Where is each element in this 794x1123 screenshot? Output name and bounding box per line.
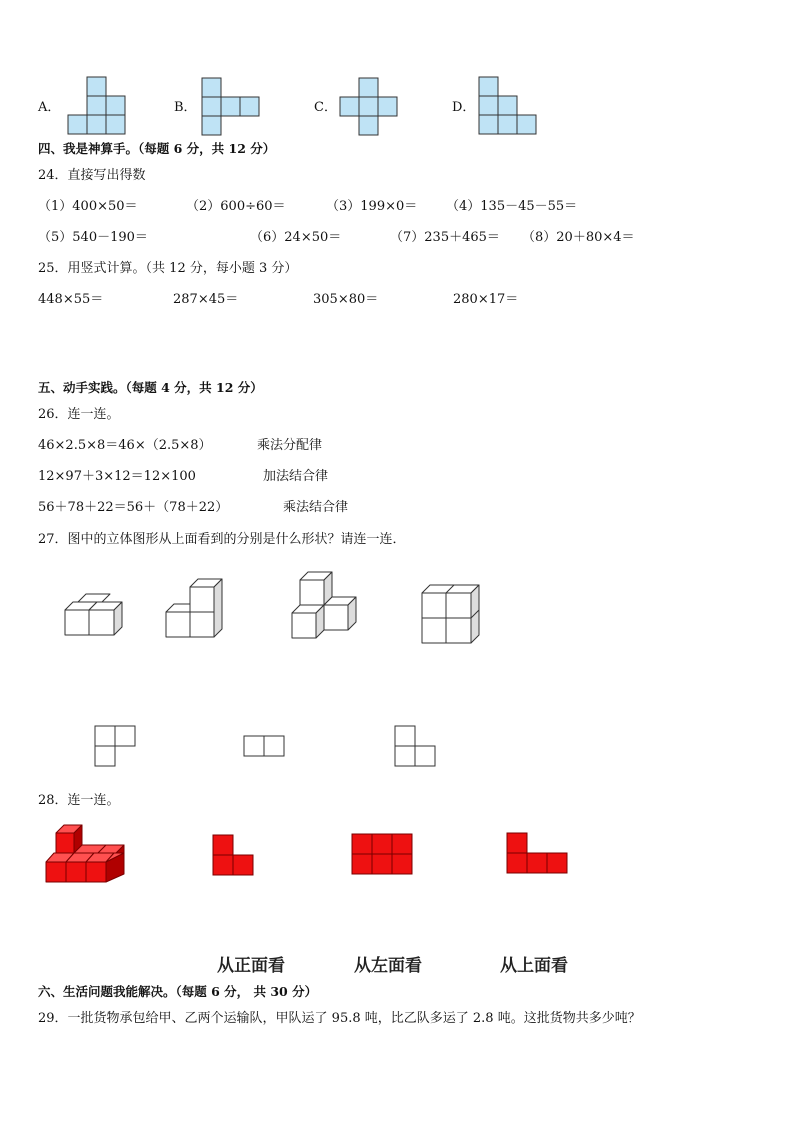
q26-left-3: 56＋78＋22＝56＋（78＋22） [38, 500, 229, 515]
q28-view-2 [351, 833, 415, 877]
q27-title: 27．图中的立体图形从上面看到的分别是什么形状？请连一连． [38, 532, 406, 547]
q24-item-6: （6）24×50＝ [250, 230, 342, 245]
q26-right-1: 乘法分配律 [257, 438, 323, 453]
q24-item-3: （3）199×0＝ [326, 199, 418, 214]
q28-view-label-top: 从上面看 [500, 956, 568, 976]
q27-view-2 [243, 735, 287, 757]
option-d-net [479, 77, 539, 137]
option-b-label: B． [174, 100, 197, 115]
section-4-title: 四、我是神算手。（每题 6 分，共 12 分） [38, 141, 276, 156]
option-a-label: A． [38, 100, 61, 115]
option-d-label: D． [452, 100, 476, 115]
q27-solid-3 [290, 572, 365, 644]
option-b-net [202, 78, 262, 138]
q24-item-5: （5）540－190＝ [38, 230, 148, 245]
q28-view-label-front: 从正面看 [217, 956, 285, 976]
q24-title: 24．直接写出得数 [38, 168, 146, 183]
option-c-net [340, 78, 400, 138]
q24-item-7: （7）235＋465＝ [390, 230, 500, 245]
q24-item-2: （2）600÷60＝ [186, 199, 286, 214]
section-6-title: 六、生活问题我能解决。（每题 6 分， 共 30 分） [38, 984, 318, 999]
q26-left-2: 12×97＋3×12＝12×100 [38, 469, 196, 484]
q26-right-3: 乘法结合律 [283, 500, 349, 515]
q27-solid-2 [164, 578, 234, 643]
q27-view-3 [394, 725, 436, 767]
q27-solid-4 [420, 584, 485, 649]
q27-view-1 [94, 725, 136, 767]
q24-item-8: （8）20＋80×4＝ [522, 230, 635, 245]
q28-red-solid [44, 822, 129, 884]
q28-view-3 [506, 832, 570, 876]
option-a-net [67, 77, 127, 137]
q26-right-2: 加法结合律 [263, 469, 329, 484]
q29-text: 29．一批货物承包给甲、乙两个运输队，甲队运了 95.8 吨，比乙队多运了 2.8 吨。这批货物共多少吨？ [38, 1011, 641, 1026]
section-5-title: 五、动手实践。（每题 4 分，共 12 分） [38, 380, 263, 395]
q25-item-3: 305×80＝ [313, 292, 379, 307]
q28-view-1 [212, 834, 256, 878]
q25-item-4: 280×17＝ [453, 292, 519, 307]
q26-left-1: 46×2.5×8＝46×（2.5×8） [38, 438, 212, 453]
q25-item-1: 448×55＝ [38, 292, 104, 307]
option-c-label: C． [314, 100, 337, 115]
q24-item-4: （4）135－45－55＝ [446, 199, 578, 214]
q24-item-1: （1）400×50＝ [38, 199, 138, 214]
q26-title: 26．连一连。 [38, 407, 120, 422]
q25-title: 25．用竖式计算。（共 12 分，每小题 3 分） [38, 261, 298, 276]
q25-item-2: 287×45＝ [173, 292, 239, 307]
q28-view-label-left: 从左面看 [354, 956, 422, 976]
q27-solid-1 [62, 594, 132, 639]
q28-title: 28．连一连。 [38, 793, 120, 808]
